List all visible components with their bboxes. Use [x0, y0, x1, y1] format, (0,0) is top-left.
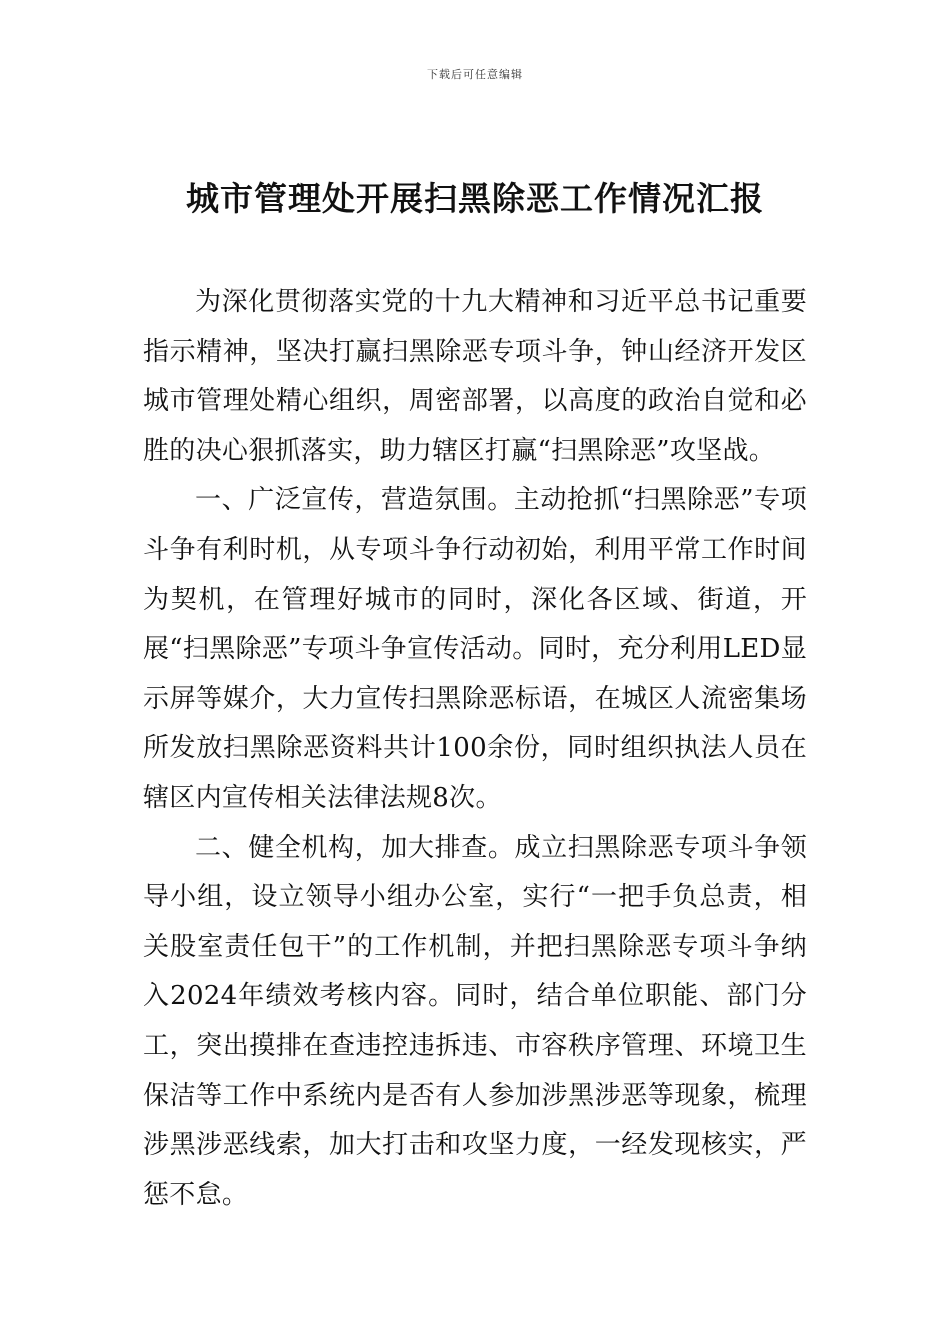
paragraph-section-1: 一、广泛宣传，营造氛围。主动抢抓“扫黑除恶”专项斗争有利时机，从专项斗争行动初始，利用平常工作时间为契机，在管理好城市的同时，深化各区域、街道，开展“扫黑除恶”专项斗争宣传活动。同时，充分利用LED显示屏等媒介，大力宣传扫黑除恶标语，在城区人流密集场所发放扫黑除恶资料共计100余份，同时组织执法人员在辖区内宣传相关法律法规8次。: [143, 485, 807, 813]
document-title: 城市管理处开展扫黑除恶工作情况汇报: [186, 179, 764, 218]
paragraph-section-2: 二、健全机构，加大排查。成立扫黑除恶专项斗争领导小组，设立领导小组办公室，实行“一把手负总责，相关股室责任包干”的工作机制，并把扫黑除恶专项斗争纳入2024年绩效考核内容。同时，结合单位职能、部门分工，突出摸排在查违控违拆违、市容秩序管理、环境卫生保洁等工作中系统内是否有人参加涉黑涉恶等现象，梳理涉黑涉恶线索，加大打击和攻坚力度，一经发现核实，严惩不怠。: [143, 832, 807, 1210]
paragraph-intro: 为深化贯彻落实党的十九大精神和习近平总书记重要指示精神，坚决打赢扫黑除恶专项斗争，钟山经济开发区城市管理处精心组织，周密部署，以高度的政治自觉和必胜的决心狠抓落实，助力辖区打赢“扫黑除恶”攻坚战。: [143, 287, 807, 466]
document-body: [143, 278, 807, 1220]
header-note: 下载后可任意编辑: [427, 68, 523, 81]
